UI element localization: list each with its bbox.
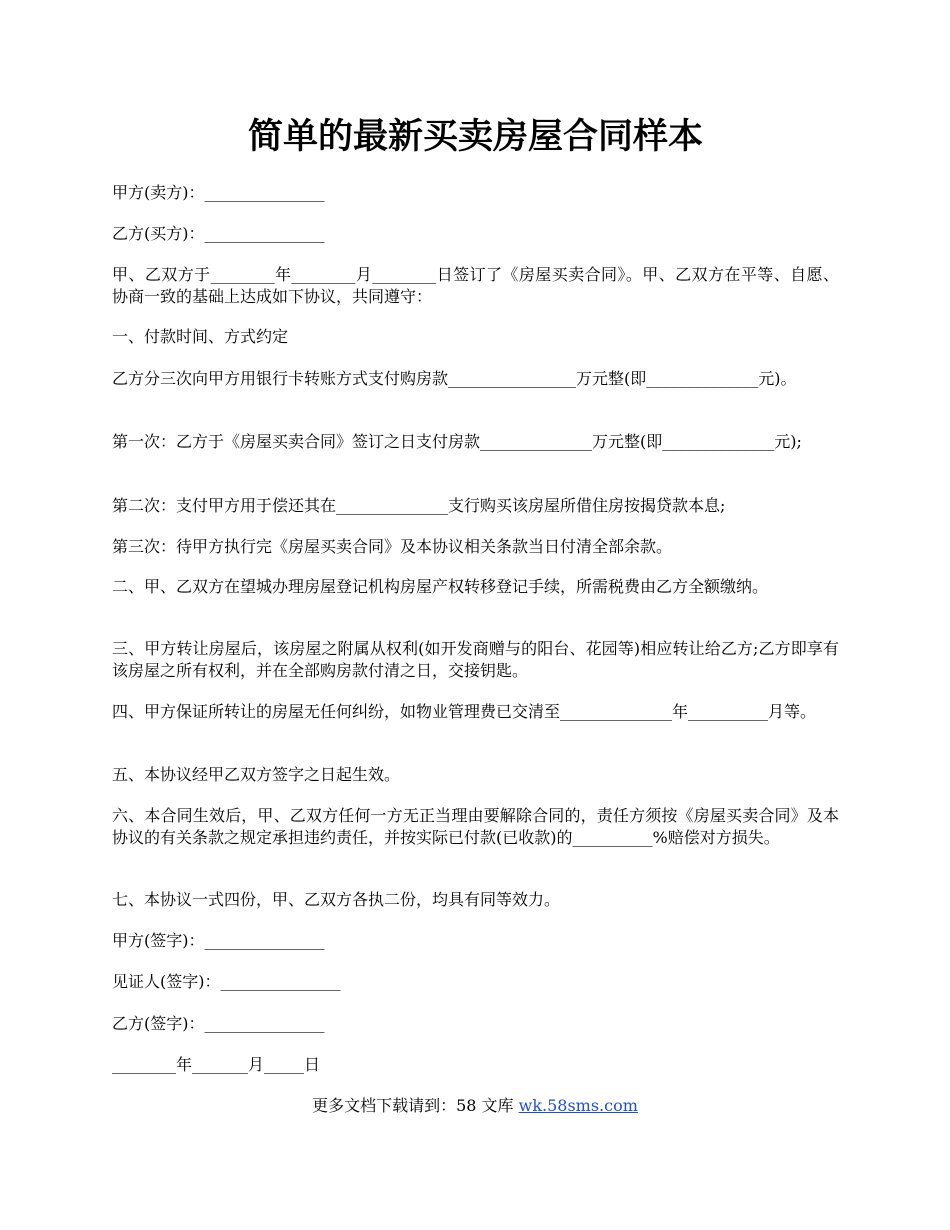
party-a-signature-line: 甲方(签字)：_______________ <box>112 931 325 950</box>
intro-paragraph: 甲、乙双方于________年________月________日签订了《房屋买卖合同》。甲、乙双方在平等、自愿、协商一致的基础上达成如下协议，共同遵守： <box>112 265 839 306</box>
second-payment-paragraph: 第二次：支付甲方用于偿还其在______________支行购买该房屋所借住房按揭贷款本息; <box>112 496 726 515</box>
third-payment-paragraph: 第三次：待甲方执行完《房屋买卖合同》及本协议相关条款当日付清全部余款。 <box>112 537 673 556</box>
clause-two-paragraph: 二、甲、乙双方在望城办理房屋登记机构房屋产权转移登记手续，所需税费由乙方全额缴纳。 <box>112 577 769 596</box>
payment-overview-paragraph: 乙方分三次向甲方用银行卡转账方式支付购房款________________万元整(即______________元)。 <box>112 369 797 388</box>
footer-link[interactable]: wk.58sms.com <box>518 1096 638 1115</box>
footer <box>0 1095 950 1117</box>
footer-prefix: 更多文档下载请到：58 文库 <box>312 1096 519 1115</box>
date-line: ________年_______月_____日 <box>112 1055 321 1074</box>
clause-seven-paragraph: 七、本协议一式四份，甲、乙双方各执二份，均具有同等效力。 <box>112 890 561 909</box>
witness-signature-line: 见证人(签字)：_______________ <box>112 972 341 991</box>
first-payment-paragraph: 第一次：乙方于《房屋买卖合同》签订之日支付房款______________万元整(即______________元); <box>112 432 802 451</box>
party-a-seller-line: 甲方(卖方)：_______________ <box>112 183 325 202</box>
clause-three-paragraph: 三、甲方转让房屋后，该房屋之附属从权利(如开发商赠与的阳台、花园等)相应转让给乙方;乙方即享有该房屋之所有权利，并在全部购房款付清之日，交接钥匙。 <box>112 639 839 680</box>
section-payment-heading: 一、付款时间、方式约定 <box>112 327 289 346</box>
party-b-buyer-line: 乙方(买方)：_______________ <box>112 224 325 243</box>
clause-four-paragraph: 四、甲方保证所转让的房屋无任何纠纷，如物业管理费已交清至______________年__________月等。 <box>112 702 817 721</box>
document-title: 简单的最新买卖房屋合同样本 <box>247 116 703 157</box>
clause-six-paragraph: 六、本合同生效后，甲、乙双方任何一方无正当理由要解除合同的，责任方须按《房屋买卖合同》及本协议的有关条款之规定承担违约责任，并按实际已付款(已收款)的__________%赔偿对方损失。 <box>112 806 839 847</box>
clause-five-paragraph: 五、本协议经甲乙双方签字之日起生效。 <box>112 765 401 784</box>
party-b-signature-line: 乙方(签字)：_______________ <box>112 1014 325 1033</box>
